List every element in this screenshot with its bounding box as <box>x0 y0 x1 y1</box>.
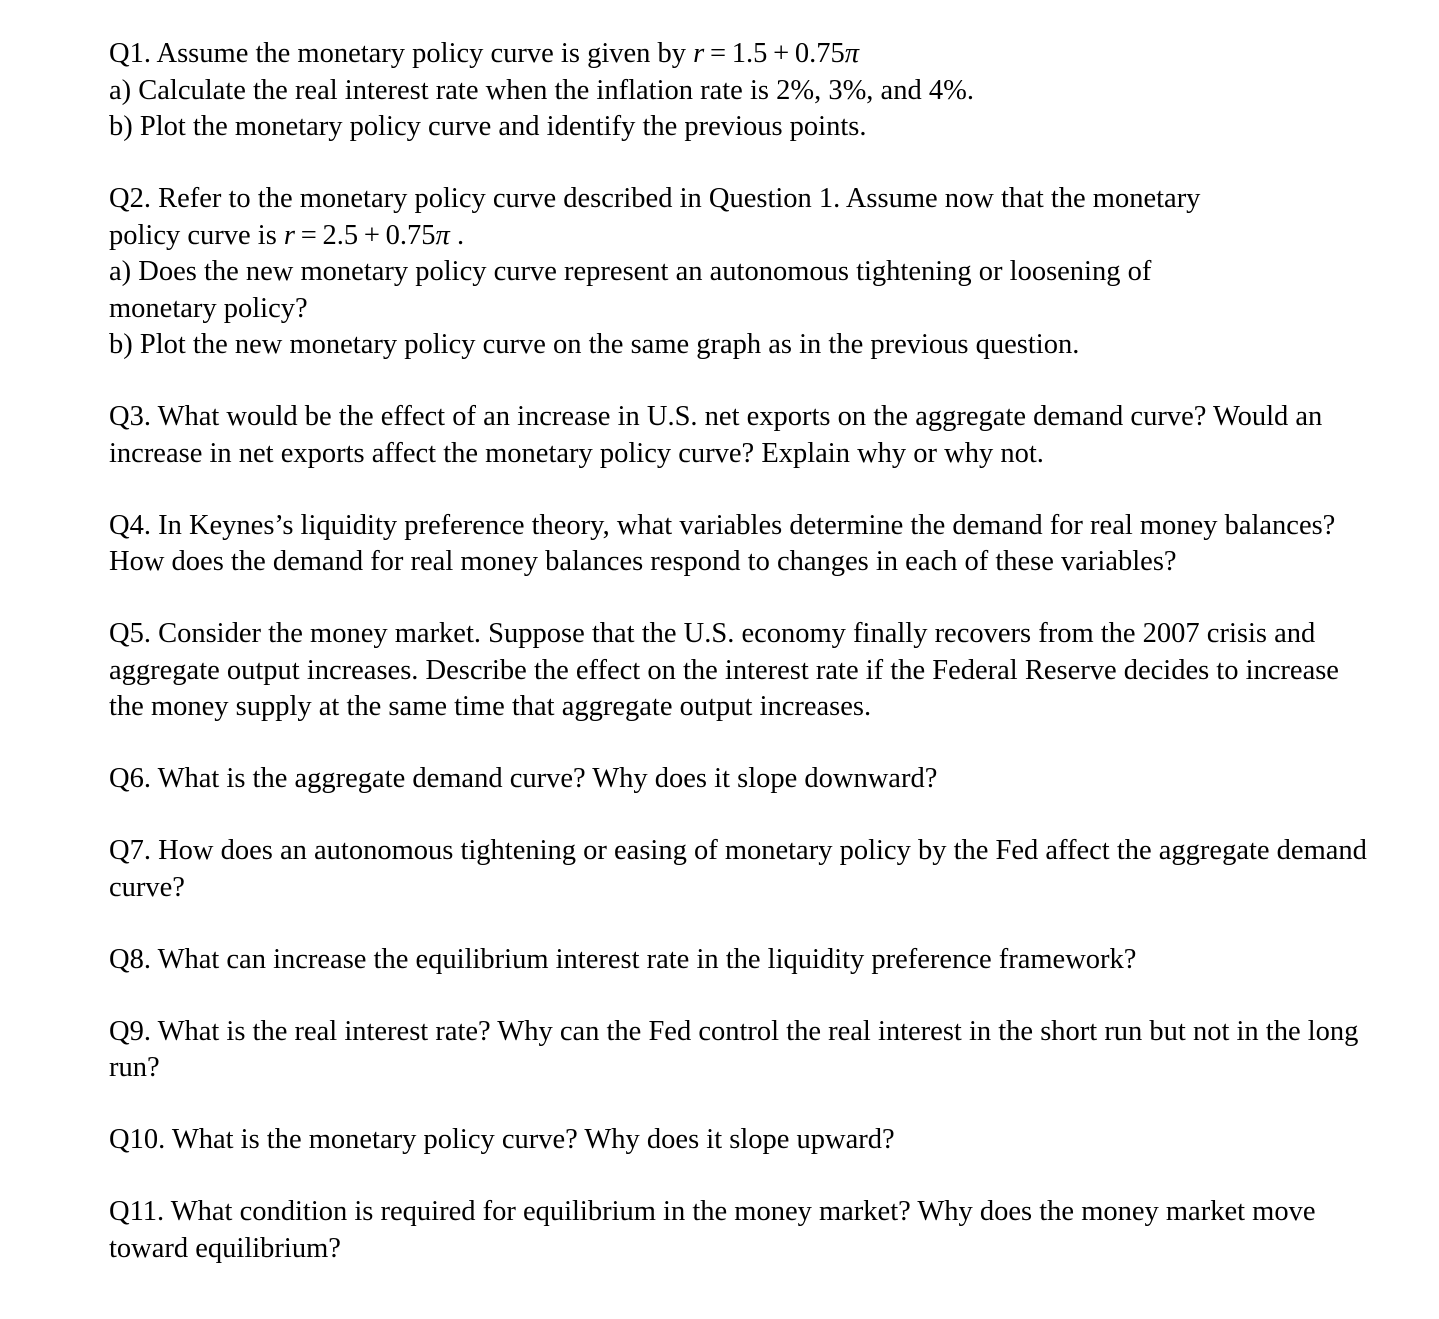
q1-formula: r = 1.5 + 0.75π <box>693 38 860 69</box>
question-q9 <box>109 1014 1369 1087</box>
question-q8 <box>109 942 1369 979</box>
question-q2 <box>109 181 1369 364</box>
question-q1 <box>109 36 1369 146</box>
question-q4 <box>109 508 1369 581</box>
q2-part-a-line-1: a) Does the new monetary policy curve represent an autonomous tightening or loosening of <box>109 256 1152 287</box>
q1-intro-text: Q1. Assume the monetary policy curve is given by <box>109 38 694 69</box>
q7-text: Q7. How does an autonomous tightening or easing of monetary policy by the Fed affect the aggregate demand curve? <box>109 835 1367 903</box>
q9-text: Q9. What is the real interest rate? Why can the Fed control the real interest in the short run but not in the long run? <box>109 1015 1359 1083</box>
question-q3 <box>109 399 1369 472</box>
q8-text: Q8. What can increase the equilibrium interest rate in the liquidity preference framework? <box>109 943 1137 975</box>
q1-part-a: a) Calculate the real interest rate when the inflation rate is 2%, 3%, and 4%. <box>109 74 974 106</box>
q3-text: Q3. What would be the effect of an increase in U.S. net exports on the aggregate demand curve? Would an increase in net exports affect the monetary policy curve? Explain why or why not. <box>109 401 1323 469</box>
q5-text: Q5. Consider the money market. Suppose that the U.S. economy finally recovers from the 2007 crisis and aggregate output increases. Describe the effect on the interest rate if the Federal Reserve decides to increase the money supply at the same time that aggregate output increases. <box>109 618 1339 722</box>
question-q10 <box>109 1122 1369 1159</box>
question-q7 <box>109 833 1369 906</box>
question-q5 <box>109 616 1369 726</box>
q1-part-b: b) Plot the monetary policy curve and identify the previous points. <box>109 111 867 142</box>
question-q11 <box>109 1194 1369 1267</box>
q11-text: Q11. What condition is required for equilibrium in the money market? Why does the money market move toward equilibrium? <box>109 1196 1316 1264</box>
q2-formula: r = 2.5 + 0.75π . <box>283 219 465 251</box>
q2-part-a-line-2: monetary policy? <box>109 292 308 324</box>
question-q6 <box>109 761 1369 798</box>
question-document <box>109 36 1369 1267</box>
q4-text: Q4. In Keynes’s liquidity preference theory, what variables determine the demand for real money balances? How does the demand for real money balances respond to changes in each of these variables? <box>109 509 1336 577</box>
q1-intro-line <box>109 36 1369 73</box>
q2-intro-line-2 <box>109 218 1369 255</box>
q2-intro-line-1: Q2. Refer to the monetary policy curve described in Question 1. Assume now that the monetary <box>109 183 1201 214</box>
q6-text: Q6. What is the aggregate demand curve? Why does it slope downward? <box>109 763 938 794</box>
q10-text: Q10. What is the monetary policy curve? Why does it slope upward? <box>109 1124 895 1155</box>
q2-part-b: b) Plot the new monetary policy curve on the same graph as in the previous question. <box>109 329 1080 360</box>
q2-intro-text: policy curve is <box>109 219 284 251</box>
